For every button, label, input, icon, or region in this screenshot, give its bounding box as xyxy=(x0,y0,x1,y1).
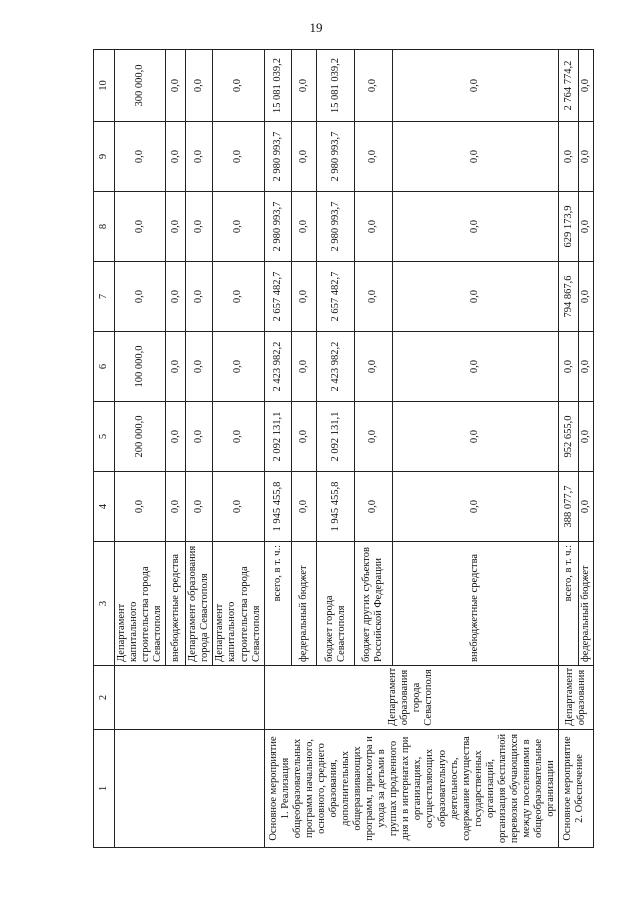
column-header: 3 xyxy=(94,542,115,666)
value-cell: 0,0 xyxy=(186,192,213,262)
value-cell: 0,0 xyxy=(292,50,317,122)
value-cell: 2 423 982,2 xyxy=(264,332,292,402)
value-cell: 2 657 482,7 xyxy=(317,262,355,332)
value-cell: 0,0 xyxy=(186,122,213,192)
column-header: 10 xyxy=(94,50,115,122)
value-cell: 0,0 xyxy=(354,402,392,472)
value-cell: 2 980 993,7 xyxy=(317,122,355,192)
value-cell: 0,0 xyxy=(213,192,264,262)
financing-table xyxy=(93,49,594,848)
value-cell: 0,0 xyxy=(186,262,213,332)
value-cell: 0,0 xyxy=(213,122,264,192)
value-cell: 0,0 xyxy=(186,50,213,122)
value-cell: 2 764 774,2 xyxy=(559,50,579,122)
value-cell: 2 423 982,2 xyxy=(317,332,355,402)
column-header: 7 xyxy=(94,262,115,332)
value-cell: 0,0 xyxy=(115,192,166,262)
value-cell: 794 867,6 xyxy=(559,262,579,332)
value-cell: 0,0 xyxy=(292,192,317,262)
value-cell: 0,0 xyxy=(579,50,594,122)
value-cell: 0,0 xyxy=(115,262,166,332)
table-row xyxy=(559,50,579,848)
value-cell: 2 980 993,7 xyxy=(317,192,355,262)
value-cell: 0,0 xyxy=(559,122,579,192)
value-cell: 0,0 xyxy=(115,472,166,542)
column-header: 2 xyxy=(94,666,115,730)
value-cell: 1 945 455,8 xyxy=(317,472,355,542)
value-cell: 0,0 xyxy=(392,50,559,122)
table-row xyxy=(115,50,166,848)
value-cell: 0,0 xyxy=(579,192,594,262)
value-cell: 0,0 xyxy=(292,402,317,472)
value-cell: 2 980 993,7 xyxy=(264,192,292,262)
value-cell: 0,0 xyxy=(579,332,594,402)
value-cell: 0,0 xyxy=(354,472,392,542)
value-cell: 388 077,7 xyxy=(559,472,579,542)
value-cell: 2 092 131,1 xyxy=(317,402,355,472)
value-cell: 200 000,0 xyxy=(115,402,166,472)
column-header: 6 xyxy=(94,332,115,402)
value-cell: 0,0 xyxy=(392,192,559,262)
value-cell: 0,0 xyxy=(559,332,579,402)
value-cell: 0,0 xyxy=(186,332,213,402)
column-header: 8 xyxy=(94,192,115,262)
value-cell: 0,0 xyxy=(213,402,264,472)
header-row xyxy=(94,50,115,848)
value-cell: 0,0 xyxy=(392,402,559,472)
value-cell: 15 081 039,2 xyxy=(264,50,292,122)
value-cell: 0,0 xyxy=(213,332,264,402)
funding-source-cell: всего, в т. ч.: xyxy=(559,542,579,666)
value-cell: 2 980 993,7 xyxy=(264,122,292,192)
value-cell: 0,0 xyxy=(579,472,594,542)
value-cell: 2 092 131,1 xyxy=(264,402,292,472)
value-cell: 0,0 xyxy=(166,402,186,472)
value-cell: 0,0 xyxy=(292,262,317,332)
value-cell: 0,0 xyxy=(392,472,559,542)
value-cell: 0,0 xyxy=(392,122,559,192)
value-cell: 2 657 482,7 xyxy=(264,262,292,332)
value-cell: 0,0 xyxy=(579,262,594,332)
executor-cell xyxy=(115,666,265,730)
funding-source-cell: бюджет других субъектов Российской Федерации xyxy=(354,542,392,666)
value-cell: 0,0 xyxy=(186,402,213,472)
event-name-cell: Основное мероприятие 2. Обеспечение xyxy=(559,730,594,848)
value-cell: 0,0 xyxy=(354,192,392,262)
value-cell: 0,0 xyxy=(213,50,264,122)
value-cell: 300 000,0 xyxy=(115,50,166,122)
funding-source-cell: Департамент капитального строительства города Севастополя xyxy=(213,542,264,666)
value-cell: 15 081 039,2 xyxy=(317,50,355,122)
value-cell: 952 655,0 xyxy=(559,402,579,472)
value-cell: 1 945 455,8 xyxy=(264,472,292,542)
value-cell: 0,0 xyxy=(166,332,186,402)
value-cell: 0,0 xyxy=(166,50,186,122)
value-cell: 0,0 xyxy=(579,122,594,192)
funding-source-cell: внебюджетные средства xyxy=(166,542,186,666)
funding-source-cell: внебюджетные средства xyxy=(392,542,559,666)
value-cell: 0,0 xyxy=(354,262,392,332)
column-header: 4 xyxy=(94,472,115,542)
event-name-cell: Основное мероприятие 1. Реализация общеобразовательных программ начального, основного, среднего образования, дополнительных общеразвивающих программ, присмотра и ухода за детьми в группах продленного дня и в интернатах при организациях, осуществляющих образовательную деятельность, содержание имущества государственных организаций, организация бесплатной перевозки обучающихся между поселениями в общеобразовательные организации xyxy=(264,730,559,848)
executor-cell: Департамент образования города Севастополя xyxy=(264,666,559,730)
funding-source-cell: Департамент образования города Севастополя xyxy=(186,542,213,666)
funding-source-cell: Департамент капитального строительства города Севастополя xyxy=(115,542,166,666)
column-header: 9 xyxy=(94,122,115,192)
funding-source-cell: всего, в т. ч.: xyxy=(264,542,292,666)
executor-cell: Департамент образования xyxy=(559,666,594,730)
value-cell: 0,0 xyxy=(115,122,166,192)
value-cell: 100 000,0 xyxy=(115,332,166,402)
value-cell: 0,0 xyxy=(292,332,317,402)
page-number: 19 xyxy=(309,20,323,35)
value-cell: 0,0 xyxy=(292,122,317,192)
value-cell: 0,0 xyxy=(166,122,186,192)
rotated-table-container xyxy=(93,50,592,848)
value-cell: 629 173,9 xyxy=(559,192,579,262)
funding-source-cell: федеральный бюджет xyxy=(292,542,317,666)
value-cell: 0,0 xyxy=(166,472,186,542)
column-header: 1 xyxy=(94,730,115,848)
value-cell: 0,0 xyxy=(186,472,213,542)
value-cell: 0,0 xyxy=(392,332,559,402)
value-cell: 0,0 xyxy=(166,262,186,332)
event-name-cell xyxy=(115,730,265,848)
value-cell: 0,0 xyxy=(354,332,392,402)
value-cell: 0,0 xyxy=(579,402,594,472)
value-cell: 0,0 xyxy=(354,50,392,122)
funding-source-cell: бюджет города Севастополя xyxy=(317,542,355,666)
value-cell: 0,0 xyxy=(213,472,264,542)
value-cell: 0,0 xyxy=(213,262,264,332)
value-cell: 0,0 xyxy=(354,122,392,192)
table-row xyxy=(264,50,292,848)
column-header: 5 xyxy=(94,402,115,472)
value-cell: 0,0 xyxy=(392,262,559,332)
value-cell: 0,0 xyxy=(166,192,186,262)
value-cell: 0,0 xyxy=(292,472,317,542)
funding-source-cell: федеральный бюджет xyxy=(579,542,594,666)
